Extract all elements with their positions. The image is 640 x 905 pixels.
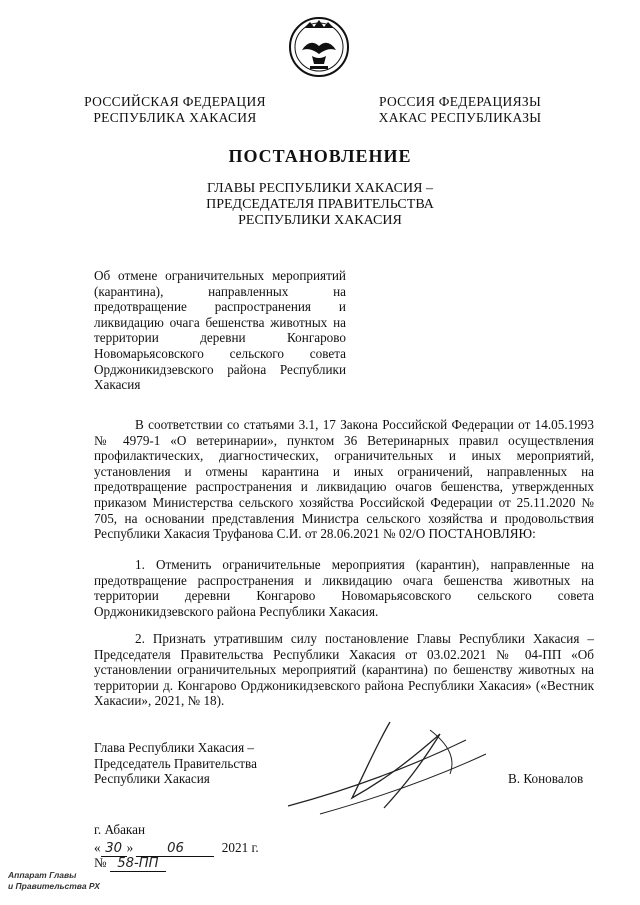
stamp-line2: и Правительства РХ — [8, 881, 100, 891]
document-title: ПОСТАНОВЛЕНИЕ — [228, 146, 412, 166]
coat-of-arms-emblem — [288, 16, 350, 78]
item-2-paragraph: 2. Признать утратившим силу постановление Главы Республики Хакасия – Председателя Правительства Республики Хакасия от 03.02.2021 № 04-ПП «Об установлении ограничительных мероприятий (карантина) по бешенству животных на территории д. Конгарово Орджоникидзевского района Республики Хакасия» («Вестник Хакасии», 2021, № 18). — [94, 631, 594, 709]
signatory-title-line3: Республики Хакасия — [94, 771, 210, 787]
header-left-line2: РЕСПУБЛИКА ХАКАСИЯ — [93, 110, 257, 125]
city: г. Абакан — [94, 822, 146, 837]
document-number — [94, 855, 294, 873]
header-right-line1: РОССИЯ ФЕДЕРАЦИЯЗЫ — [378, 94, 542, 109]
subtitle-line1: ГЛАВЫ РЕСПУБЛИКИ ХАКАСИЯ – — [207, 181, 433, 196]
header-russian — [70, 94, 280, 126]
number-value: 58-ПП — [110, 856, 166, 872]
signatory-title-line1: Глава Республики Хакасия – — [94, 740, 255, 755]
office-stamp — [8, 870, 100, 892]
date-year: 2021 г. — [221, 840, 259, 855]
preamble-paragraph: В соответствии со статьями 3.1, 17 Закона Российской Федерации от 14.05.1993 № 4979-1 «О ветеринарии», пунктом 36 Ветеринарных правил осуществления профилактических, диагностических, ограничительных и иных мероприятий, установления и отмены карантина и иных ограничений, направленных на предотвращение распространения и ликвидацию очагов бешенства, утвержденных приказом Министерства сельского хозяйства Российской Федерации от 25.11.2020 № 705, на основании представления Министра сельского хозяйства и продовольствия Республики Хакасия Труфанова С.И. от 28.06.2021 № 02/О ПОСТАНОВЛЯЮ: — [94, 417, 594, 542]
subtitle-line2: ПРЕДСЕДАТЕЛЯ ПРАВИТЕЛЬСТВА — [206, 197, 434, 212]
date-day: 30 — [101, 841, 127, 857]
stamp-line1: Аппарат Главы — [8, 870, 77, 880]
signatory-title — [94, 740, 294, 787]
document-subject: Об отмене ограничительных мероприятий (карантина), направленных на предотвращение распространения и ликвидацию очага бешенства животных на территории деревни Конгарово Новомарьясовского сельского совета Орджоникидзевского района Республики Хакасия — [94, 268, 346, 393]
header-left-line1: РОССИЙСКАЯ ФЕДЕРАЦИЯ — [84, 94, 266, 109]
date-close-quote: » — [126, 840, 134, 855]
number-sign: № — [94, 855, 107, 870]
handwritten-signature — [280, 710, 510, 820]
date-month: 06 — [136, 841, 214, 857]
signatory-title-line2: Председатель Правительства — [94, 755, 257, 771]
header-khakas — [355, 94, 565, 126]
document-subtitle — [0, 181, 640, 229]
subtitle-line3: РЕСПУБЛИКИ ХАКАСИЯ — [238, 213, 402, 228]
signatory-name: В. Коновалов — [508, 771, 584, 786]
date-open-quote: « — [94, 840, 101, 855]
header-right-line2: ХАКАС РЕСПУБЛИКАЗЫ — [378, 110, 542, 125]
item-1-paragraph: 1. Отменить ограничительные мероприятия (карантин), направленные на предотвращение распространения и ликвидацию очага бешенства животных на территории деревни Конгарово Новомарьясовского сельского совета Орджоникидзевского района Республики Хакасия. — [94, 557, 594, 619]
